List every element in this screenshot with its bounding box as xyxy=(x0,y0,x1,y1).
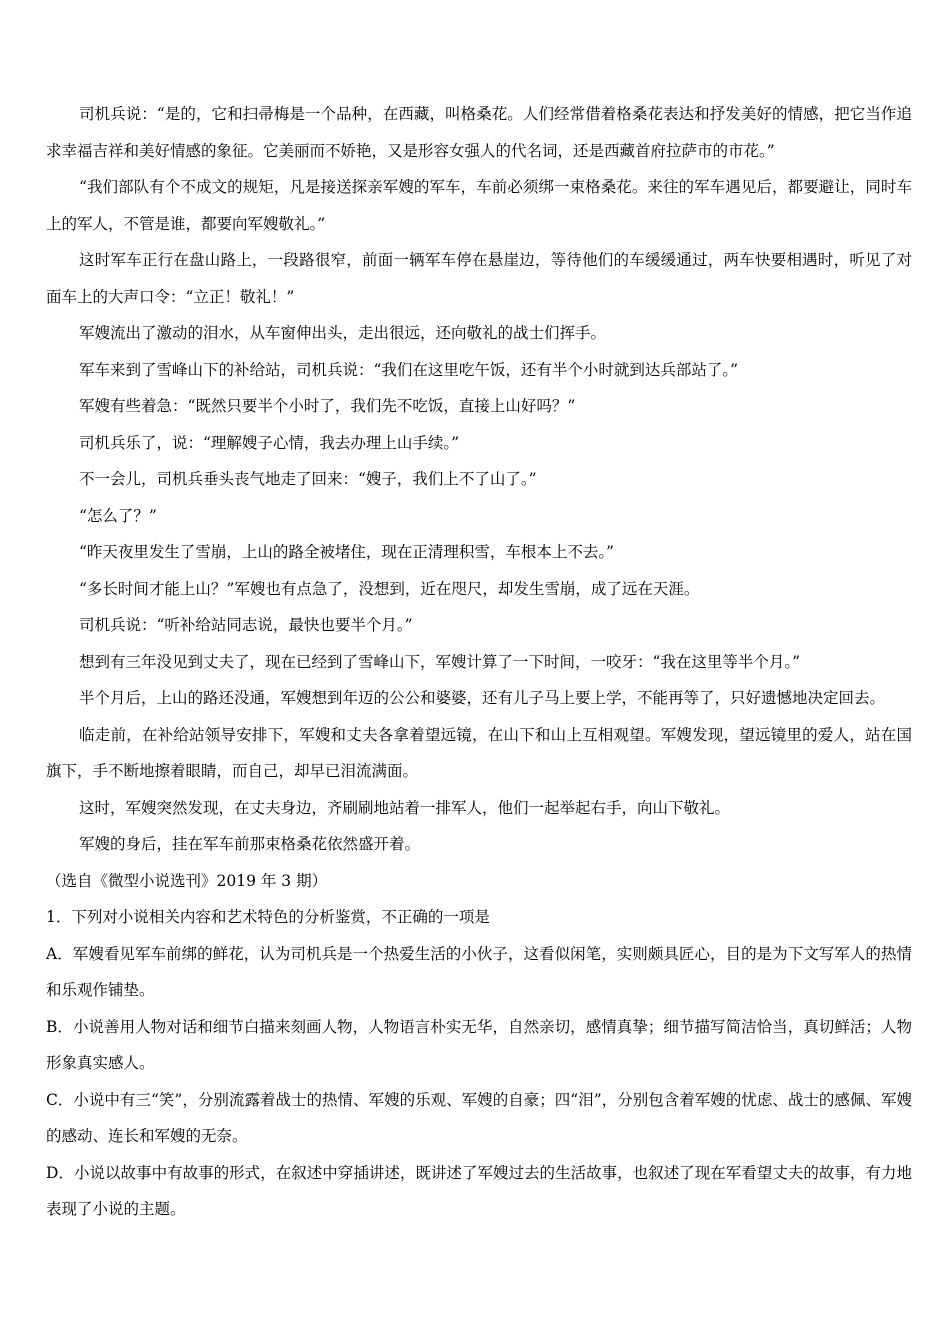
question-option-d: D．小说以故事中有故事的形式，在叙述中穿插讲述，既讲述了军嫂过去的生活故事，也叙述了现在军看望丈夫的故事，有力地表现了小说的主题。 xyxy=(46,1163,912,1218)
story-paragraph: 这时军车正行在盘山路上，一段路很窄，前面一辆军车停在悬崖边，等待他们的车缓缓通过，两车快要相遇时，听见了对面车上的大声口令：“立正！敬礼！” xyxy=(46,251,912,306)
story-paragraph: 军嫂有些着急：“既然只要半个小时了，我们先不吃饭，直接上山好吗？” xyxy=(79,397,576,415)
story-paragraph: 不一会儿，司机兵垂头丧气地走了回来：“嫂子，我们上不了山了。” xyxy=(79,470,537,488)
question-option-b: B．小说善用人物对话和细节白描来刻画人物，人物语言朴实无华，自然亲切，感情真挚；细节描写简洁恰当，真切鲜活；人物形象真实感人。 xyxy=(46,1017,912,1072)
story-paragraph: 军车来到了雪峰山下的补给站，司机兵说：“我们在这里吃午饭，还有半个小时就到达兵部站了。” xyxy=(79,360,739,379)
story-paragraph: “怎么了？” xyxy=(79,506,157,525)
story-paragraph: 军嫂的身后，挂在军车前那束格桑花依然盛开着。 xyxy=(79,835,421,853)
story-paragraph: “我们部队有个不成文的规矩，凡是接送探亲军嫂的军车，车前必须绑一束格桑花。来往的军车遇见后，都要避让，同时车上的军人，不管是谁，都要向军嫂敬礼。” xyxy=(46,178,912,233)
story-paragraph: 军嫂流出了激动的泪水，从车窗伸出头，走出很远，还向敬礼的战士们挥手。 xyxy=(79,324,607,342)
story-paragraph: 司机兵说：“听补给站同志说，最快也要半个月。” xyxy=(79,616,413,634)
question-option-c: C．小说中有三“笑”，分别流露着战士的热情、军嫂的乐观、军嫂的自豪；四“泪”，分别包含着军嫂的忧虑、战士的感佩、军嫂的感动、连长和军嫂的无奈。 xyxy=(46,1090,912,1145)
story-paragraph: “昨天夜里发生了雪崩，上山的路全被堵住，现在正清理积雪，车根本上不去。” xyxy=(79,543,615,561)
story-paragraph: 这时，军嫂突然发现，在丈夫身边，齐刷刷地站着一排军人，他们一起举起右手，向山下敬礼。 xyxy=(79,798,731,817)
question-option-a: A．军嫂看见军车前绑的鲜花，认为司机兵是一个热爱生活的小伙子，这看似闲笔，实则颇具匠心，目的是为下文写军人的热情和乐观作铺垫。 xyxy=(46,944,912,999)
story-paragraph: 司机兵说：“是的，它和扫帚梅是一个品种，在西藏，叫格桑花。人们经常借着格桑花表达和抒发美好的情感，把它当作追求幸福吉祥和美好情感的象征。它美丽而不娇艳，又是形容女强人的代名词，还是西藏首府拉萨市的市花。” xyxy=(46,105,912,160)
story-paragraph: “多长时间才能上山？”军嫂也有点急了，没想到，近在咫尺，却发生雪崩，成了远在天涯。 xyxy=(79,579,700,598)
document-page xyxy=(46,96,912,1228)
story-paragraph: 想到有三年没见到丈夫了，现在已经到了雪峰山下，军嫂计算了一下时间，一咬牙：“我在这里等半个月。” xyxy=(79,652,801,671)
story-paragraph: 半个月后，上山的路还没通，军嫂想到年迈的公公和婆婆，还有儿子马上要上学，不能再等了，只好遗憾地决定回去。 xyxy=(79,689,886,707)
story-paragraph: 临走前，在补给站领导安排下，军嫂和丈夫各拿着望远镜，在山下和山上互相观望。军嫂发现，望远镜里的爱人，站在国旗下，手不断地擦着眼睛，而自己，却早已泪流满面。 xyxy=(46,725,912,780)
story-paragraph: 司机兵乐了，说：“理解嫂子心情，我去办理上山手续。” xyxy=(79,433,460,452)
question-stem: 1．下列对小说相关内容和艺术特色的分析鉴赏，不正确的一项是 xyxy=(46,908,490,926)
story-source: （选自《微型小说选刊》2019 年 3 期） xyxy=(46,871,328,890)
